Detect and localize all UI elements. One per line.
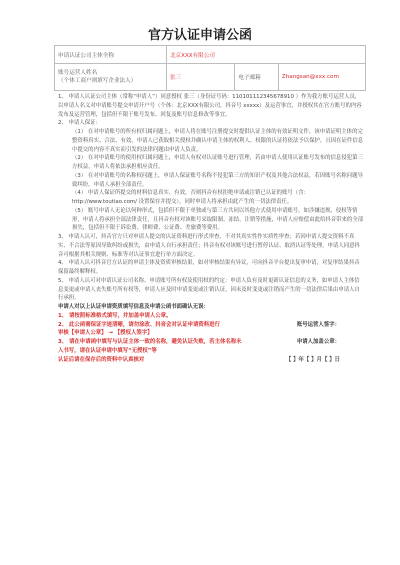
paragraph-5: 5、 申请人认可对申请认证公司名称、申请账号所有权及使用权的约定：申请人负有及时更新认证信息的义务，如申请人主体信息变更或申请人丧失账号所有权等，申请人应及时申请变更或注销认证，因未及时变更或注销而产生的一切法律后果由申请人自行承担。 (58, 277, 360, 302)
operator-name-value: 张三 (166, 64, 234, 91)
note-row-3 (58, 338, 364, 347)
paragraph-4: 4、 申请人认可抖音官方认证的申请主体及资质审核结果，如对审核结果有异议，可向抖音平台提出复审申请，对复审结果抖音保留最终解释权。 (58, 260, 360, 275)
operator-name-label-line2: （个体工商户则填写企业法人） (58, 78, 137, 84)
seal-label: 申请人加盖公章： (296, 339, 340, 345)
operator-name-label-line1: 账号运营人姓名 (58, 70, 98, 76)
operator-name-label (55, 64, 167, 91)
note-3: 3、 请在申请函中填写与认证主体一致的名称，避免认证失败，若主体名称未 (58, 339, 242, 345)
company-name-value: 北京XXX有限公司 (166, 46, 365, 64)
note-heading: 申请人对以上认证申请资质填写信息及申请公函书面确认无误： (58, 304, 209, 310)
paragraph-2-3: （3） 在对申请账号的名称权问题上，申请人保证账号名称不侵犯第三方的知识产权及其他合法权益，若因账号名称问题导致纠纷，申请人承担全部责任。 (72, 172, 363, 188)
note-1: 1、 请按照标准格式填写，并加盖申请人公章。 (58, 312, 172, 319)
note-2: 2、 此公函需保证字迹清晰，请勿涂改、抖音会对认证申请资料进行 (58, 321, 220, 328)
company-name-label: 申请认证公司主体全称 (55, 46, 167, 64)
note-3-cont: 入书写，请在认证申请中填写“无授权”等 (58, 347, 157, 354)
email-value: Zhangsan@xxx.com (278, 64, 365, 91)
applicant-info-table (54, 45, 366, 91)
note-row-4 (58, 356, 364, 365)
note-3-end: 认证后请在保存后的资料中认真核对 (58, 356, 145, 363)
paragraph-2-2: （2） 在对申请账号的使用权归属问题上，申请人有权对认证账号进行管理，若由申请人使用认证账号发布的信息侵犯第三方权益，申请人将依法承担相应责任。 (72, 155, 363, 170)
note-2-cont: 审核【申请人公章】 → 【授权人签字】 (58, 330, 153, 337)
note-row-2 (58, 321, 364, 330)
date-line: 【 】年【 】月【 】日 (285, 356, 340, 363)
paragraph-2: 2、 申请人保证： (58, 120, 101, 127)
paragraph-2-1: （1） 在对申请账号的所有权归属问题上，申请人将在账号注册提交时提供认证主体的有效证明文件，该申请证明主体的完整资料真实、合法、有效，申请人已获取相关授权并确认申请主体的权利人、权限的认证将依法予以保护，且因在证件信息中提交的内容不真实而引发的法律问题由申请人负责。 (72, 129, 364, 153)
email-label: 电子邮箱 (235, 64, 279, 91)
table-row (55, 64, 366, 91)
paragraph-2-5: （5） 账号申请人无论以何种形式，包括但不限于单独或与第三方共同以其他方式使用申请账号，如涉嫌违规、侵权等情形，申请人将承担全部法律责任，且抖音有权对该账号采取限制、冻结、注销等措施，申请人应赔偿由此给抖音带来的全部损失，包括但不限于诉讼费、律师费、公证费、差旅费等费用。 (72, 207, 364, 232)
paragraph-1: 1、 申请人认证公司主体（常称“申请人”）同意授权 张三（身份证号码：110101112345678910 ）作为我方账号运营人员，以申请人名义对申请账号提交申请开户号（个体：北京XXX有限公司，抖音号 xxxxx）及运营事宜，并授权其在官方账号的内容发布及运营管理，包括但不限于账号发布、回复及账号信息修改等事宜。 (58, 94, 362, 118)
paragraph-3: 3、 申请人认可，抖音官方只对申请人提交的认证资料进行形式审查，不对其真实性作实质性审查；若因申请人提交资料不真实、不合法等原因导致纠纷或损失，由申请人自行承担责任；抖音有权对该账号进行暂停认证、取消认证等处理，申请人同意抖音可根据其相关规则、标准等对认证事宜进行单方面决定。 (58, 234, 360, 258)
table-row (55, 46, 366, 64)
sign-label: 账号运营人签字： (296, 321, 340, 328)
paragraph-2-4: （4） 申请人保证所提交的材料信息真实、有效，否则抖音有权拒绝申请或注销已认证的账号（含：http://www.toutiao.com/ 设置保存并提交），同时申请人将承担由此产生的一切法律责任。 (72, 190, 309, 205)
document-body (58, 93, 364, 364)
document-title: 官方认证申请公函 (147, 28, 252, 43)
